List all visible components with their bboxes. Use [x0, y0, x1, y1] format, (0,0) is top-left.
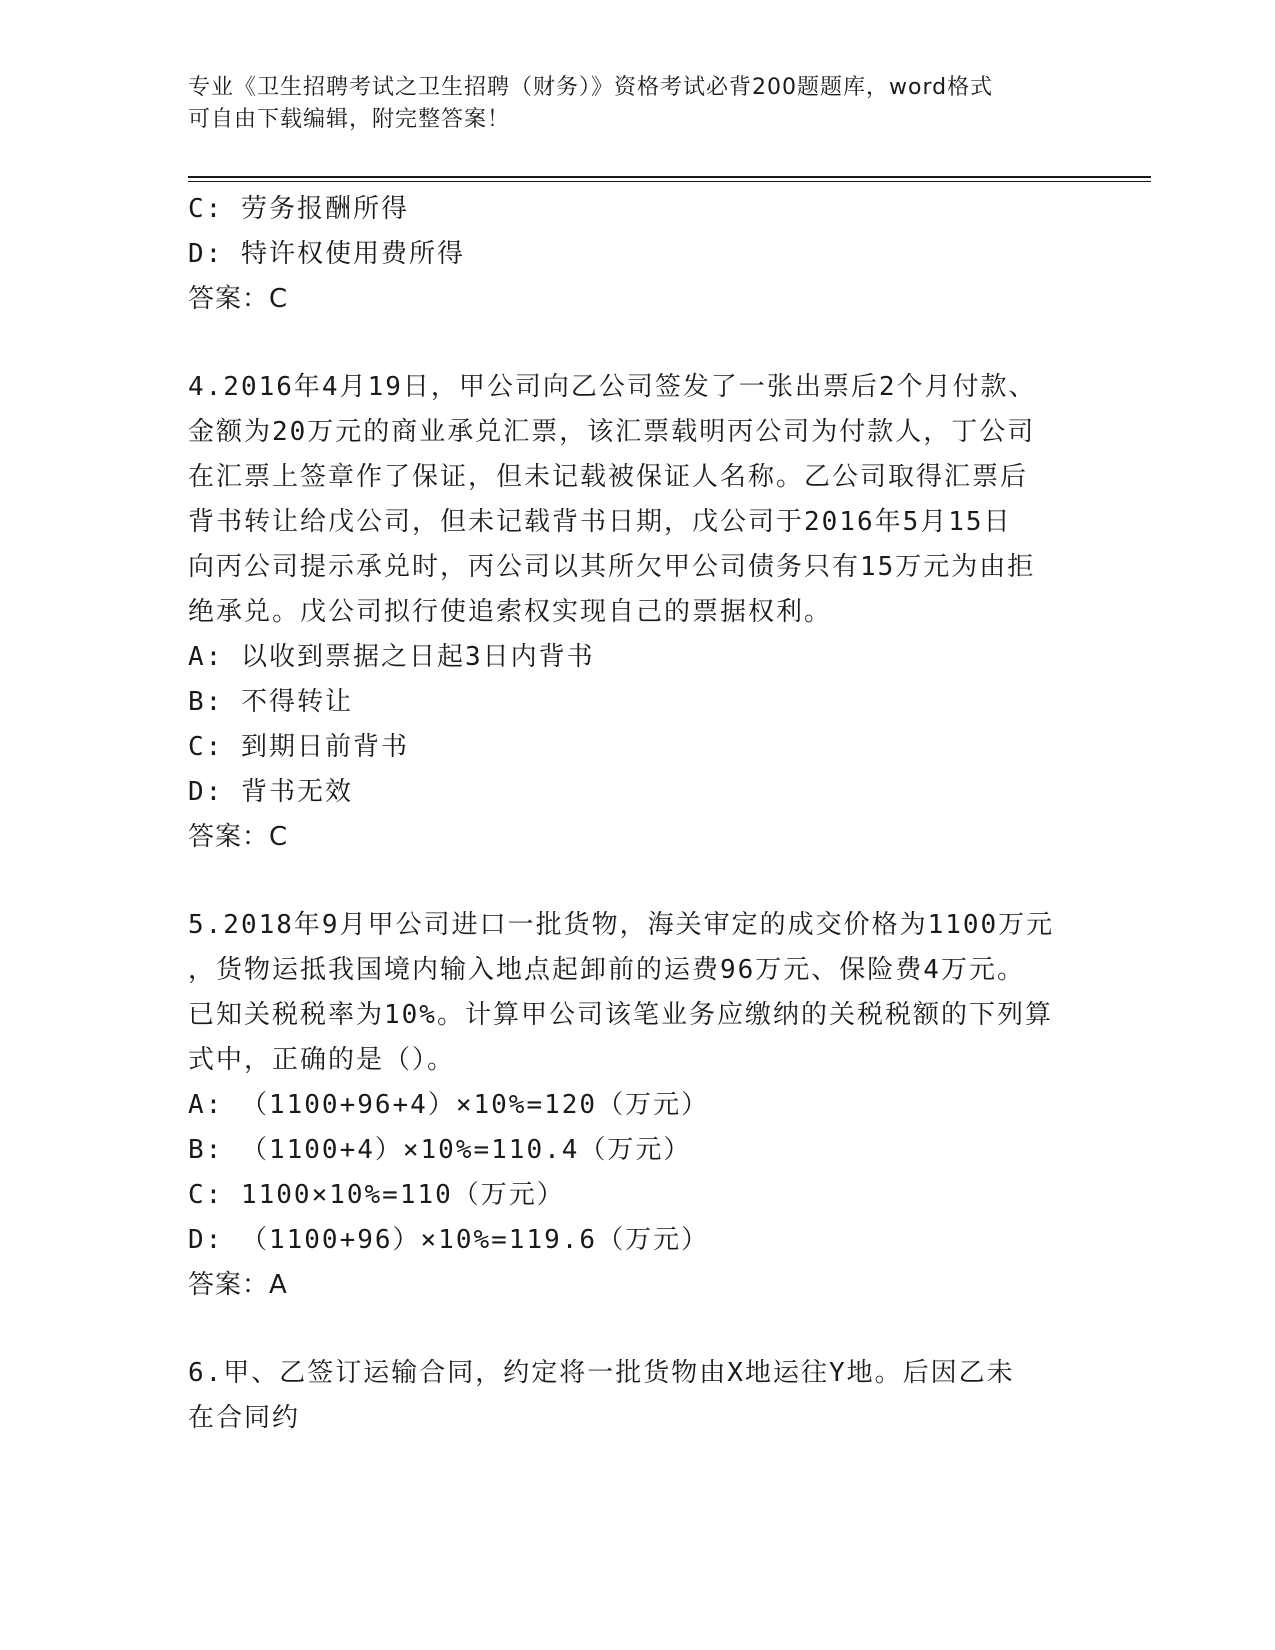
q5-answer: 答案：A	[188, 1270, 288, 1300]
q6-stem	[188, 1351, 1088, 1441]
q4-stem-line: 4.2016年4月19日，甲公司向乙公司签发了一张出票后2个月付款、	[188, 372, 1037, 402]
q4-stem-line: 背书转让给戊公司，但未记载背书日期，戊公司于2016年5月15日	[188, 507, 1012, 537]
q4-option-c: C: 到期日前背书	[188, 732, 409, 762]
q5-stem-line: 已知关税税率为10%。计算甲公司该笔业务应缴纳的关税税额的下列算	[188, 1000, 1053, 1030]
q3-answer: 答案：C	[188, 284, 289, 314]
q5-stem	[188, 903, 1088, 1083]
q4-stem-line: 绝承兑。戊公司拟行使追索权实现自己的票据权利。	[188, 597, 833, 627]
header-title-line-2: 可自由下载编辑，附完整答案！	[188, 107, 511, 132]
q5-stem-line: 5.2018年9月甲公司进口一批货物，海关审定的成交价格为1100万元	[188, 910, 1055, 940]
question-content	[188, 187, 1088, 1441]
q4-answer: 答案：C	[188, 822, 289, 852]
q4-option-d: D: 背书无效	[188, 777, 353, 807]
page-header	[188, 72, 1068, 136]
spacer	[188, 322, 1088, 365]
q5-option-a: A: （1100+96+4）×10%=120（万元）	[188, 1090, 710, 1120]
spacer	[188, 1308, 1088, 1351]
q6-stem-line: 6.甲、乙签订运输合同，约定将一批货物由X地运往Y地。后因乙未	[188, 1358, 1015, 1388]
q5-stem-line: 式中，正确的是（）。	[188, 1045, 456, 1075]
q5-option-c: C: 1100×10%=110（万元）	[188, 1180, 565, 1210]
header-divider	[188, 176, 1151, 178]
q5-option-b: B: （1100+4）×10%=110.4（万元）	[188, 1135, 692, 1165]
q4-option-a: A: 以收到票据之日起3日内背书	[188, 642, 595, 672]
q4-stem-line: 金额为20万元的商业承兑汇票，该汇票载明丙公司为付款人，丁公司	[188, 417, 1036, 447]
header-divider-thin	[188, 181, 1151, 182]
q5-stem-line: ，货物运抵我国境内输入地点起卸前的运费96万元、保险费4万元。	[188, 955, 1025, 985]
q4-option-b: B: 不得转让	[188, 687, 353, 717]
q4-stem	[188, 365, 1088, 635]
q6-stem-line: 在合同约	[188, 1403, 301, 1433]
q4-stem-line: 向丙公司提示承兑时，丙公司以其所欠甲公司债务只有15万元为由拒	[188, 552, 1036, 582]
q3-option-d: D: 特许权使用费所得	[188, 239, 465, 269]
q5-option-d: D: （1100+96）×10%=119.6（万元）	[188, 1225, 710, 1255]
q3-option-c: C: 劳务报酬所得	[188, 194, 409, 224]
header-title-line-1: 专业《卫生招聘考试之卫生招聘（财务）》资格考试必背200题题库，word格式	[188, 75, 994, 100]
q4-stem-line: 在汇票上签章作了保证，但未记载被保证人名称。乙公司取得汇票后	[188, 462, 1029, 492]
spacer	[188, 860, 1088, 903]
